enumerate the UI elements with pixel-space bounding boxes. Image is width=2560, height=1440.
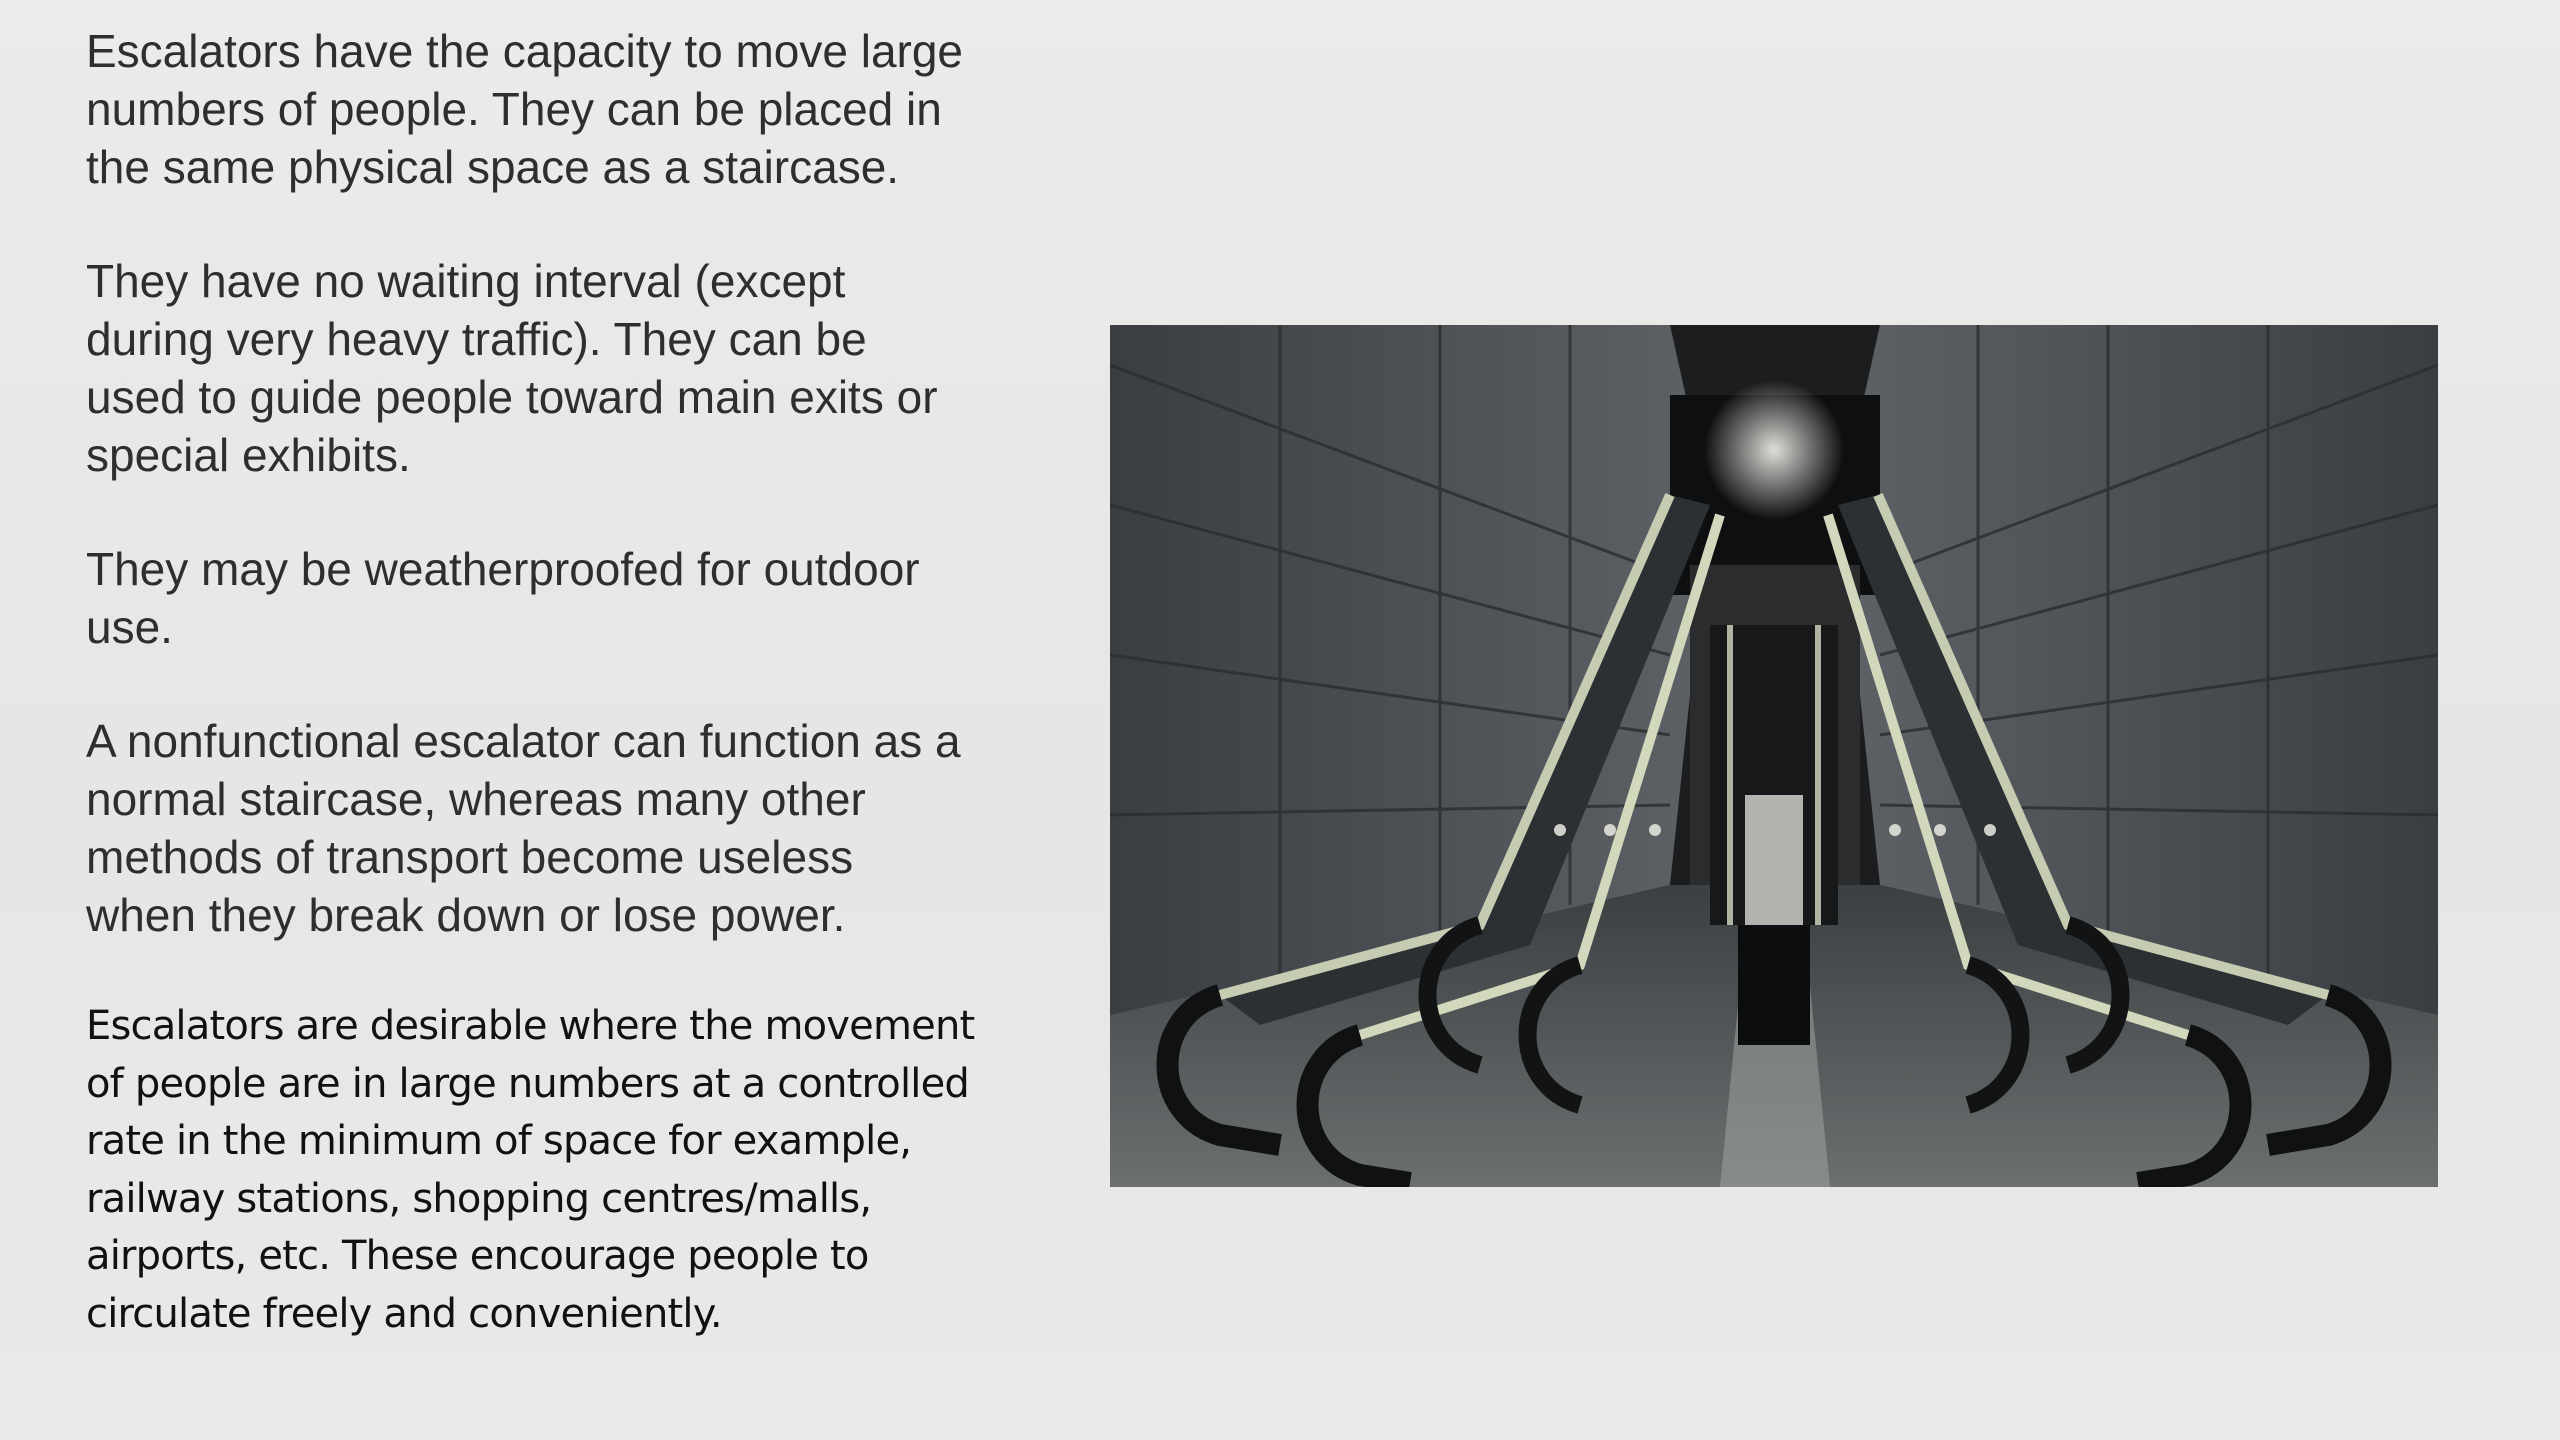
paragraph-weatherproof: They may be weatherproofed for outdoor use.	[86, 543, 920, 653]
escalators-illustration	[1110, 325, 2438, 1187]
ceiling-light	[1704, 380, 1844, 520]
paragraph-nonfunctional: A nonfunctional escalator can function as a normal staircase, whereas many other methods of transport become useless when they break down or lose power.	[86, 715, 961, 941]
paragraph-no-waiting: They have no waiting interval (except during very heavy traffic). They can be used to guide people toward main exits or special exhibits.	[86, 255, 938, 481]
text-column	[86, 22, 1016, 1399]
paragraph-desirable: Escalators are desirable where the movement of people are in large numbers at a controlled rate in the minimum of space for example, railway stations, shopping centres/malls, airports, etc. These encourage people to circulate freely and conveniently.	[86, 1003, 975, 1337]
paragraph-capacity: Escalators have the capacity to move large numbers of people. They can be placed in the same physical space as a staircase.	[86, 25, 964, 193]
escalators-photo	[1110, 325, 2438, 1187]
